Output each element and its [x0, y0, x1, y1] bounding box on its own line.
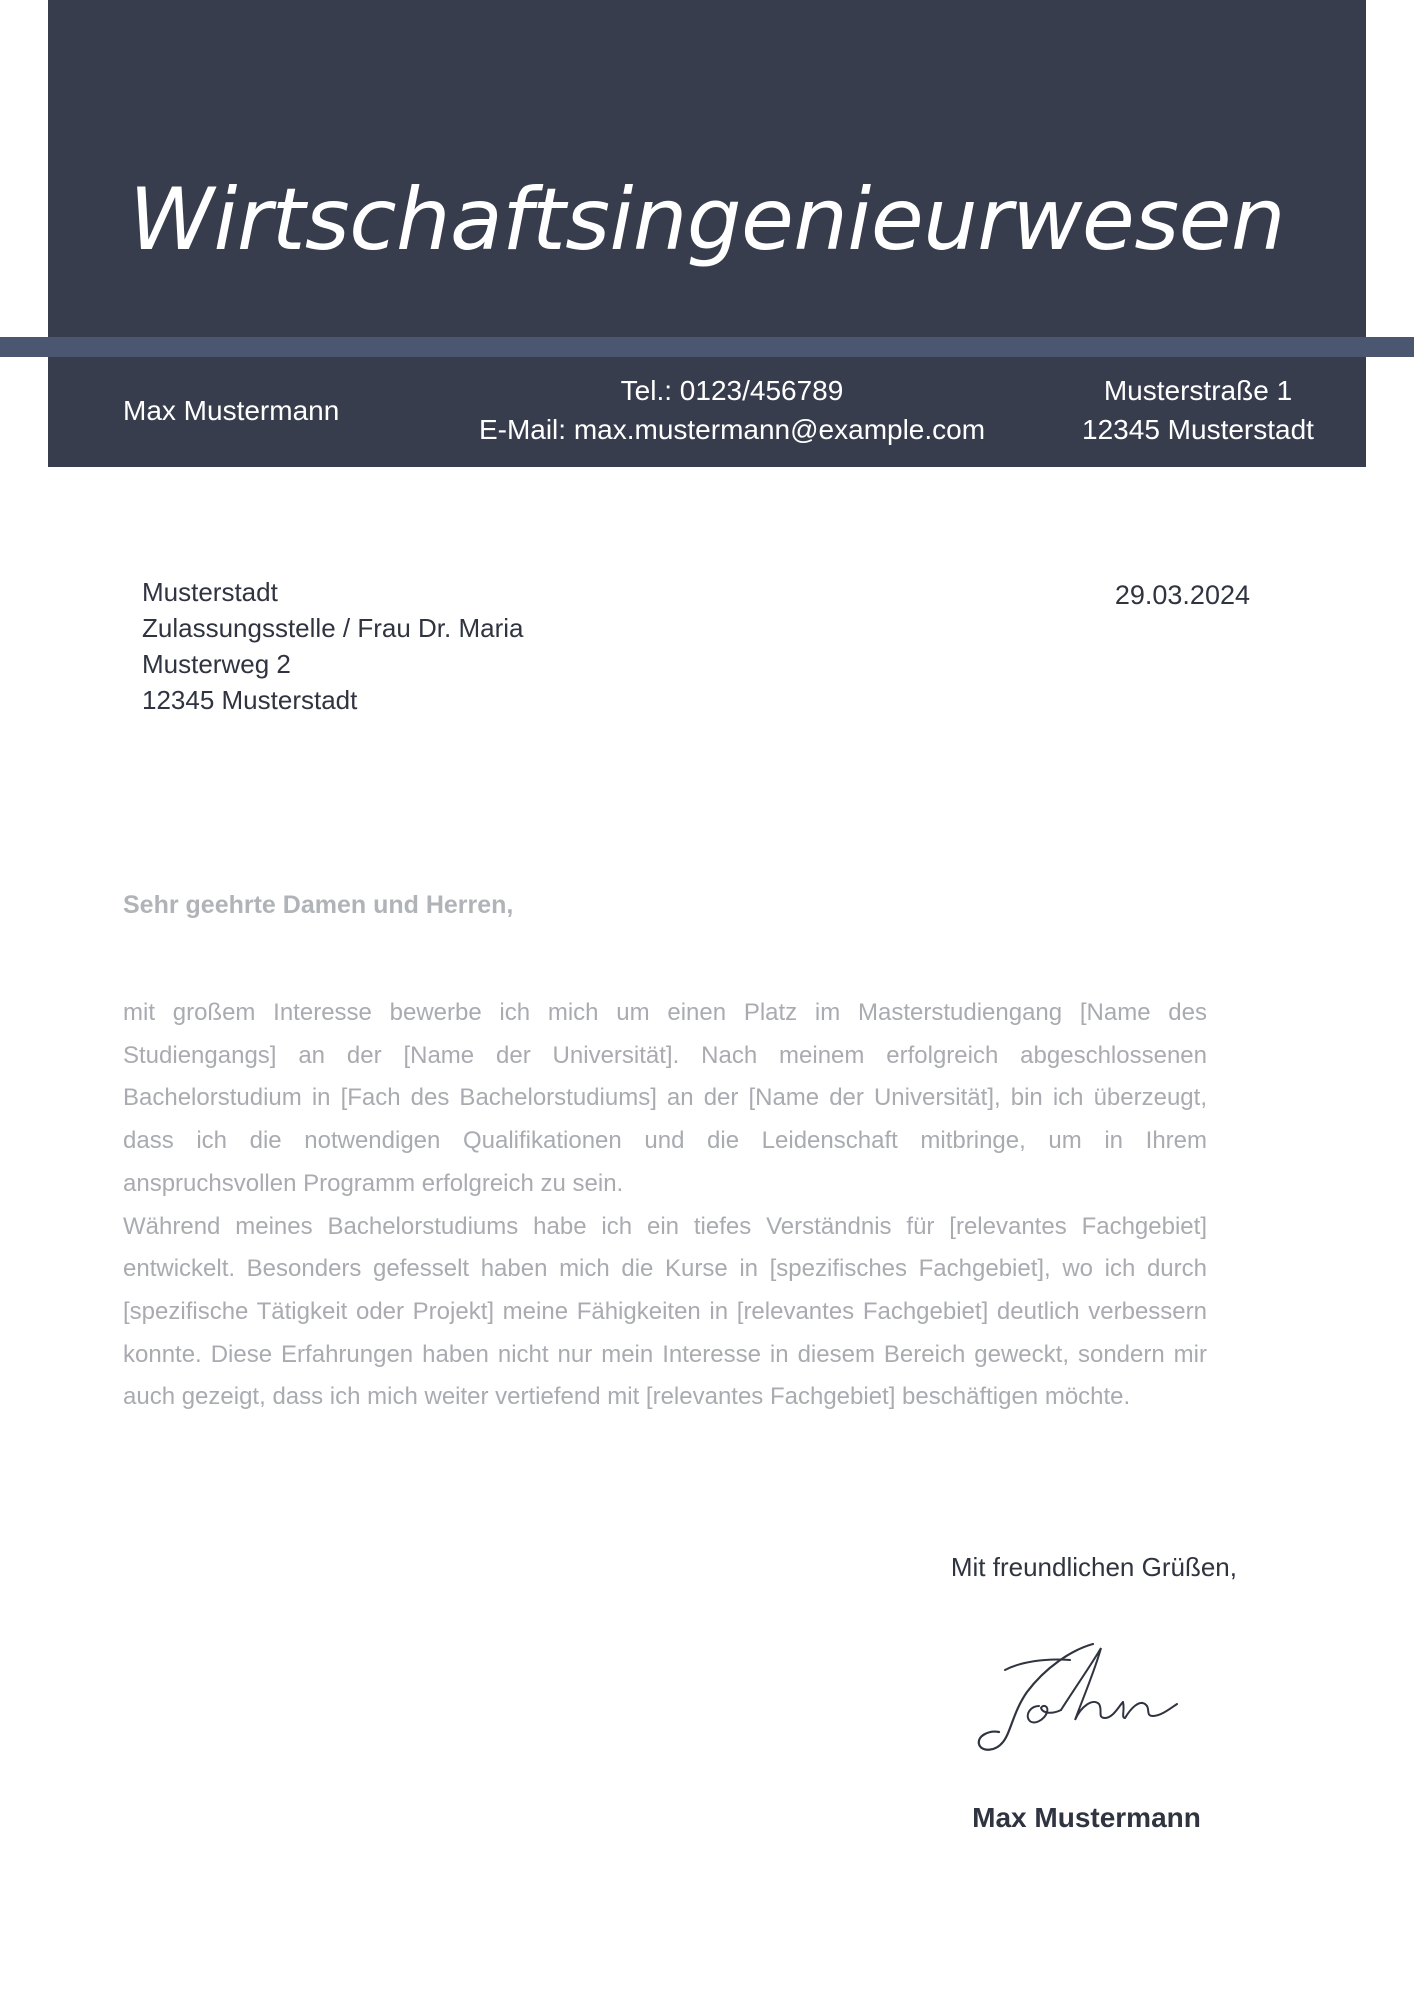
- recipient-address: [142, 574, 523, 718]
- salutation: Sehr geehrte Damen und Herren,: [123, 891, 514, 919]
- recipient-line: Zulassungsstelle / Frau Dr. Maria: [142, 613, 524, 643]
- recipient-line: Musterweg 2: [142, 649, 291, 679]
- email-address: E-Mail: max.mustermann@example.com: [478, 414, 986, 445]
- contact-bar: [48, 357, 1366, 467]
- body-paragraph: Während meines Bachelorstudiums habe ich ein tiefes Verständnis für [relevantes Fachgebiet] entwickelt. Besonders gefesselt haben mich die Kurse in [spezifisches Fachgebiet], wo ich durch [spezifische Tätigkeit oder Projekt] meine Fähigkeiten in [relevantes Fachgebiet] deutlich verbessern konnte. Diese Erfahrungen haben nicht nur mein Interesse in diesem Bereich geweckt, sondern mir auch gezeigt, dass ich mich weiter vertiefend mit [relevantes Fachgebiet] beschäftigen möchte.: [123, 1212, 1207, 1411]
- sender-street: Musterstraße 1: [1103, 375, 1293, 406]
- recipient-line: 12345 Musterstadt: [142, 685, 358, 715]
- sender-address: [1048, 371, 1348, 449]
- document-title: Wirtschaftsingenieurwesen: [128, 170, 1286, 270]
- contact-details: [452, 371, 1012, 449]
- sender-city: 12345 Musterstadt: [1082, 414, 1314, 445]
- recipient-line: Musterstadt: [142, 577, 278, 607]
- accent-stripe: [0, 337, 1414, 357]
- signer-name: Max Mustermann: [972, 1802, 1201, 1833]
- letter-body: [123, 992, 1207, 1419]
- closing-phrase: Mit freundlichen Grüßen,: [950, 1552, 1237, 1582]
- header-banner: [48, 0, 1366, 337]
- letter-date: 29.03.2024: [1114, 580, 1250, 610]
- handwritten-signature: [975, 1640, 1195, 1760]
- phone-number: Tel.: 0123/456789: [620, 375, 844, 406]
- body-paragraph: mit großem Interesse bewerbe ich mich um einen Platz im Masterstudiengang [Name des Studiengangs] an der [Name der Universität]. Nach meinem erfolgreich abgeschlossenen Bachelorstudium in [Fach des Bachelorstudiums] an der [Name der Universität], bin ich überzeugt, dass ich die notwendigen Qualifikationen und die Leidenschaft mitbringe, um in Ihrem anspruchsvollen Programm erfolgreich zu sein.: [123, 999, 1207, 1197]
- sender-name: Max Mustermann: [123, 395, 340, 426]
